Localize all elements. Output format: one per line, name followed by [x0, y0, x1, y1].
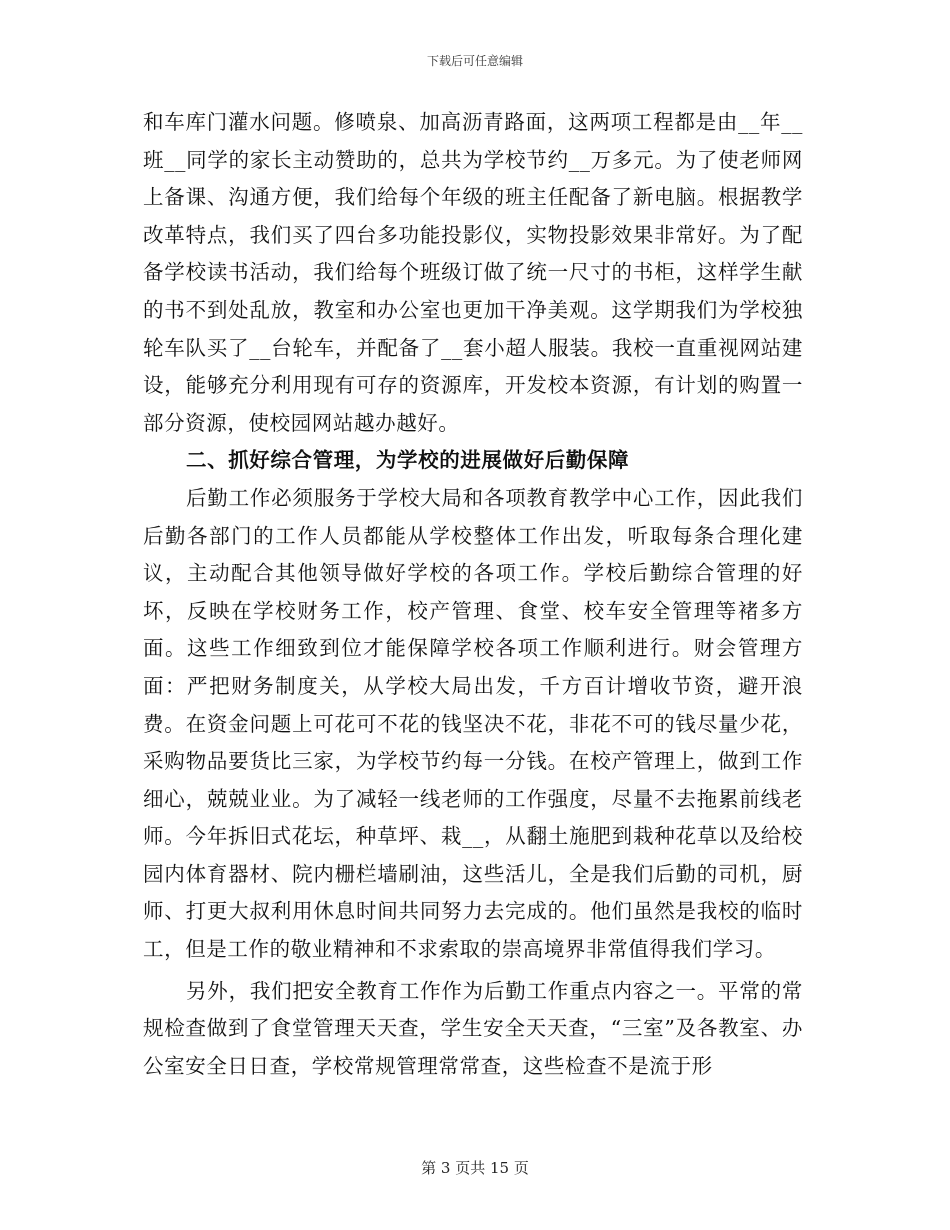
section-heading-2: 二、抓好综合管理，为学校的进展做好后勤保障 — [186, 448, 630, 473]
document-body — [143, 104, 803, 1085]
header-note: 下载后可任意编辑 — [426, 54, 523, 68]
paragraph-1: 和车库门灌水问题。修喷泉、加高沥青路面，这两项工程都是由__年__班__同学的家长主动赞助的，总共为学校节约__万多元。为了使老师网上备课、沟通方便，我们给每个年级的班主任配备了新电脑。根据教学改革特点，我们买了四台多功能投影仪，实物投影效果非常好。为了配备学校读书活动，我们给每个班级订做了统一尺寸的书柜，这样学生献的书不到处乱放，教室和办公室也更加干净美观。这学期我们为学校独轮车队买了__台轮车，并配备了__套小超人服装。我校一直重视网站建设，能够充分利用现有可存的资源库，开发校本资源，有计划的购置一部分资源，使校园网站越办越好。 — [143, 110, 803, 435]
paragraph-3: 另外，我们把安全教育工作作为后勤工作重点内容之一。平常的常规检查做到了食堂管理天天查，学生安全天天查，“三室”及各教室、办公室安全日日查，学校常规管理常常查，这些检查不是流于形 — [143, 978, 803, 1078]
paragraph-2: 后勤工作必须服务于学校大局和各项教育教学中心工作，因此我们后勤各部门的工作人员都能从学校整体工作出发，听取每条合理化建议，主动配合其他领导做好学校的各项工作。学校后勤综合管理的好坏，反映在学校财务工作，校产管理、食堂、校车安全管理等褚多方面。这些工作细致到位才能保障学校各项工作顺利进行。财会管理方面：严把财务制度关，从学校大局出发，千方百计增收节资，避开浪费。在资金问题上可花可不花的钱坚决不花，非花不可的钱尽量少花，采购物品要货比三家，为学校节约每一分钱。在校产管理上，做到工作细心，兢兢业业。为了减轻一线老师的工作强度，尽量不去拖累前线老师。今年拆旧式花坛，种草坪、栽__，从翻土施肥到栽种花草以及给校园内体育器材、院内栅栏墙刷油，这些活儿，全是我们后勤的司机，厨师、打更大叔利用休息时间共同努力去完成的。他们虽然是我校的临时工，但是工作的敬业精神和不求索取的崇高境界非常值得我们学习。 — [143, 485, 803, 962]
page-footer: 第 3 页共 15 页 — [421, 1159, 529, 1177]
